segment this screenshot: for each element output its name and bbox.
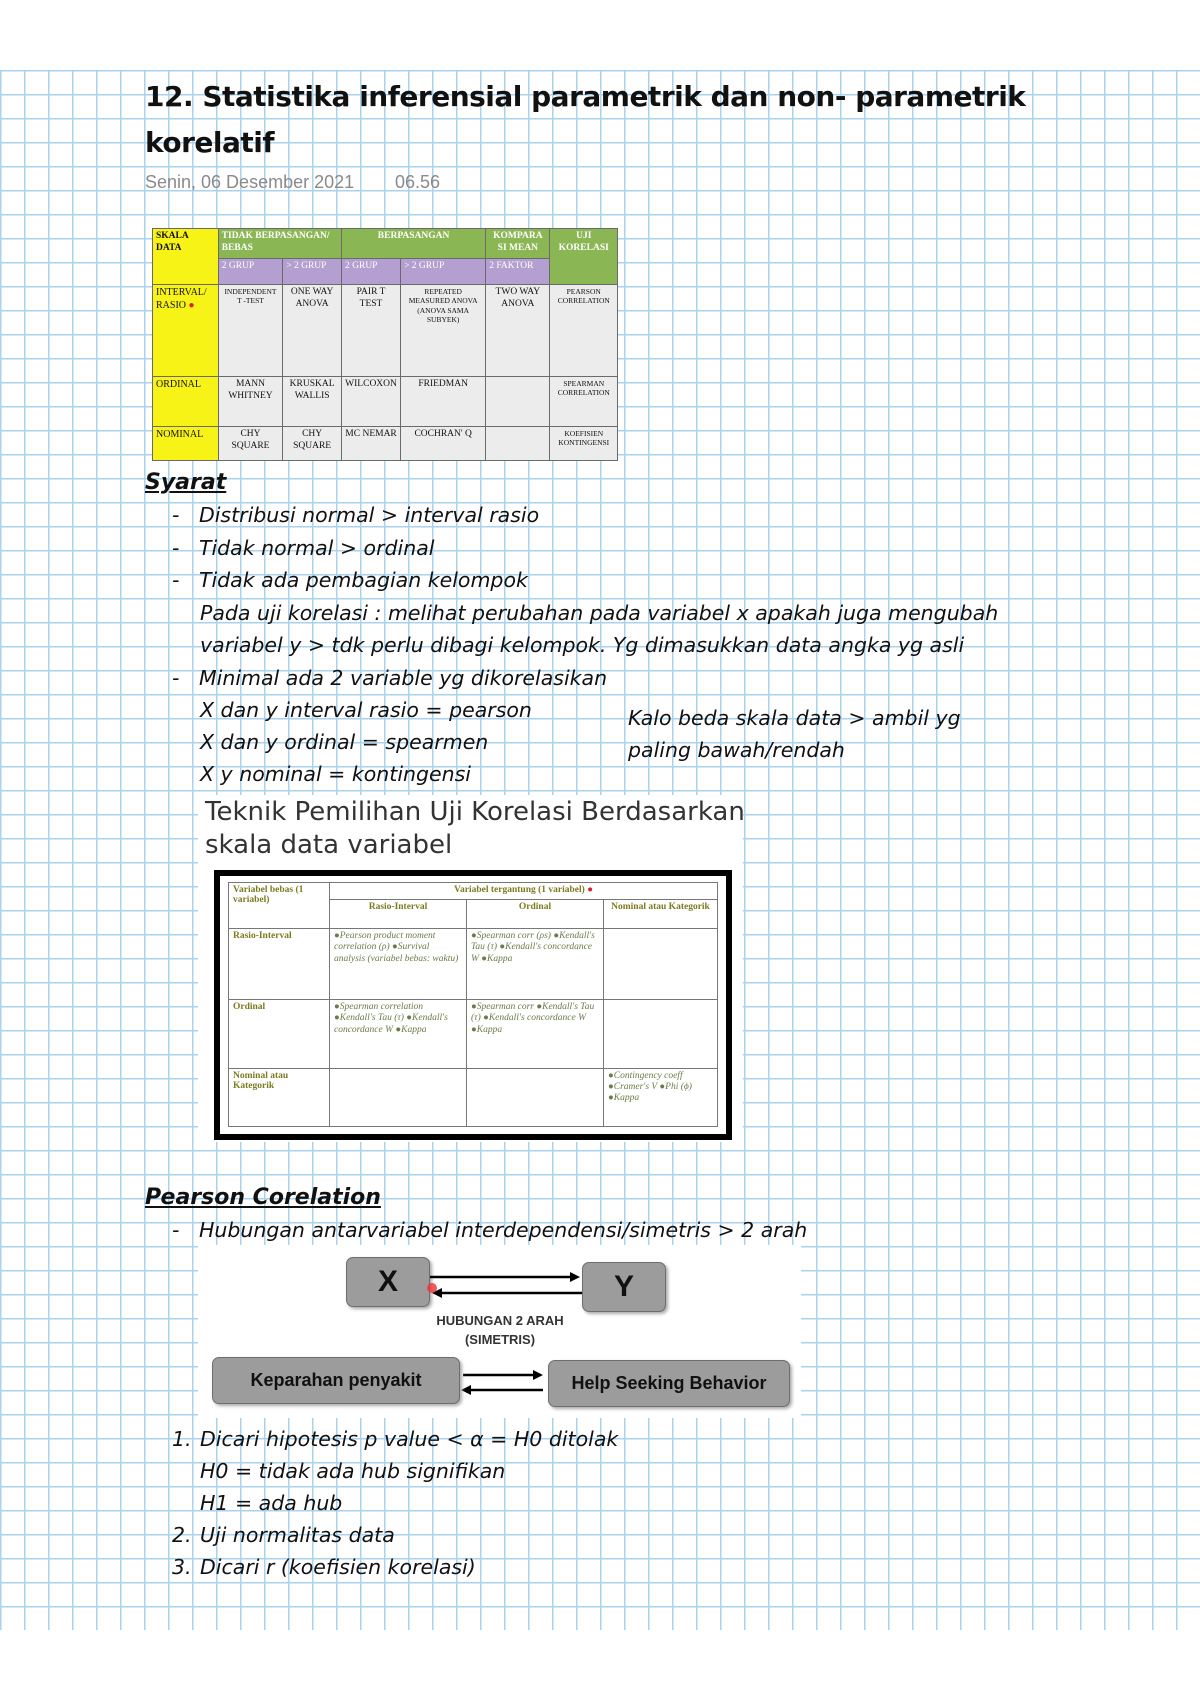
syarat-line-pearson: X dan y interval rasio = pearson [200,698,532,722]
t1-correlation-header: UJI KORELASI [550,229,618,285]
t2-title-line1: Teknik Pemilihan Uji Korelasi Berdasarkan [205,797,745,827]
page-date: Senin, 06 Desember 2021 [145,172,355,192]
side-note-line-1: Kalo beda skala data > ambil yg [628,706,961,730]
arrow-head-right [570,1272,580,1282]
pearson-heading: Pearson Corelation [145,1185,381,1210]
syarat-line-kontingensi: X y nominal = kontingensi [200,762,471,786]
arrow-head-left-2 [461,1385,471,1395]
box-keparahan-penyakit: Keparahan penyakit [212,1357,460,1404]
arrow-head-right-2 [533,1370,543,1380]
page-title-line1: 12. Statistika inferensial parametrik dan non- parametrik [145,80,1026,113]
list-item-3: Dicari r (koefisien korelasi) [200,1555,476,1579]
t2-cell: ●Contingency coeff ●Cramer's V ●Phi (ϕ) ●Kappa [604,1068,718,1126]
t1-sub-cell: > 2 GRUP [283,259,342,285]
syarat-bullet-4: - Minimal ada 2 variable yg dikorelasikan [172,666,608,690]
box-help-seeking-behavior: Help Seeking Behavior [548,1360,790,1407]
t1-row-label: INTERVAL/ RASIO ● [153,285,219,377]
side-note-line-2: paling bawah/rendah [628,738,845,762]
t1-mean-header: KOMPARA SI MEAN [486,229,550,259]
t1-cell: CHY SQUARE [283,427,342,461]
t1-row-label: NOMINAL [153,427,219,461]
t1-cell: ONE WAY ANOVA [283,285,342,377]
t1-cell: PAIR T TEST [342,285,401,377]
t2-cell: ●Spearman corr ●Kendall's Tau (τ) ●Kendall's concordance W ●Kappa [467,999,604,1068]
t1-cell: KRUSKAL WALLIS [283,377,342,427]
t1-unpaired-header: TIDAK BERPASANGAN/ BEBAS [218,229,341,259]
list-item-1a: H0 = tidak ada hub signifikan [200,1459,506,1483]
t2-h-ordinal: Ordinal [467,899,604,928]
t2-var-tergantung: Variabel tergantung (1 variabel) ● [330,883,718,900]
t1-scale-header: SKALA DATA [153,229,219,285]
list-item-1: Dicari hipotesis p value < α = H0 ditolak [200,1427,619,1451]
t1-row-label: ORDINAL [153,377,219,427]
page-time: 06.56 [395,172,441,192]
t1-cell: MC NEMAR [342,427,401,461]
t2-cell: ●Spearman correlation ●Kendall's Tau (τ) ●Kendall's concordance W ●Kappa [330,999,467,1068]
diagram-caption-2: (SIMETRIS) [464,1332,536,1347]
list-number-3: 3. [172,1555,192,1579]
t1-cell: CHY SQUARE [218,427,283,461]
syarat-bullet-3: - Tidak ada pembagian kelompok [172,568,528,592]
pearson-bullet-1: - Hubungan antarvariabel interdependensi/simetris > 2 arah [172,1218,808,1242]
syarat-para-1: Pada uji korelasi : melihat perubahan pada variabel x apakah juga mengubah [200,601,999,625]
t1-sub-cell: > 2 GRUP [401,259,486,285]
diagram-caption-1: HUBUNGAN 2 ARAH [436,1313,564,1328]
t2-row-ordinal: Ordinal [229,999,330,1068]
t2-var-bebas: Variabel bebas (1 variabel) [229,883,330,929]
list-number-2: 2. [172,1523,192,1547]
syarat-para-2: variabel y > tdk perlu dibagi kelompok. Yg dimasukkan data angka yg asli [200,633,965,657]
t2-row-nominal: Nominal atau Kategorik [229,1068,330,1126]
t1-cell: INDEPENDENT T -TEST [218,285,283,377]
syarat-bullet-2: - Tidak normal > ordinal [172,536,435,560]
t1-cell: REPEATED MEASURED ANOVA (ANOVA SAMA SUBYEK) [401,285,486,377]
syarat-line-spearman: X dan y ordinal = spearmen [200,730,489,754]
t2-h-rasio: Rasio-Interval [330,899,467,928]
t1-cell: MANN WHITNEY [218,377,283,427]
t1-cell: FRIEDMAN [401,377,486,427]
box-x: X [346,1257,430,1307]
t1-cell: TWO WAY ANOVA [486,285,550,377]
t1-sub-cell: 2 GRUP [218,259,283,285]
list-number-1: 1. [172,1427,192,1451]
cursor-dot-icon [427,1283,437,1293]
t2-h-nominal: Nominal atau Kategorik [604,899,718,928]
t2-row-rasio: Rasio-Interval [229,928,330,999]
t1-paired-header: BERPASANGAN [342,229,486,259]
t2-cell: ●Pearson product moment correlation (ρ) ●Survival analysis (variabel bebas: waktu) [330,928,467,999]
page-title-line2: korelatif [145,126,275,159]
syarat-bullet-1: - Distribusi normal > interval rasio [172,503,540,527]
t1-cell: KOEFISIEN KONTINGENSI [550,427,618,461]
t1-cell: PEARSON CORRELATION [550,285,618,377]
t2-cell: ●Spearman corr (ρs) ●Kendall's Tau (τ) ●Kendall's concordance W ●Kappa [467,928,604,999]
syarat-heading: Syarat [145,470,227,495]
t1-cell: SPEARMAN CORRELATION [550,377,618,427]
list-item-2: Uji normalitas data [200,1523,395,1547]
t1-sub-cell: 2 FAKTOR [486,259,550,285]
t2-title-line2: skala data variabel [205,830,453,860]
t1-sub-cell: 2 GRUP [342,259,401,285]
list-item-1b: H1 = ada hub [200,1491,343,1515]
box-y: Y [582,1262,666,1312]
t1-cell: WILCOXON [342,377,401,427]
t1-cell: COCHRAN' Q [401,427,486,461]
